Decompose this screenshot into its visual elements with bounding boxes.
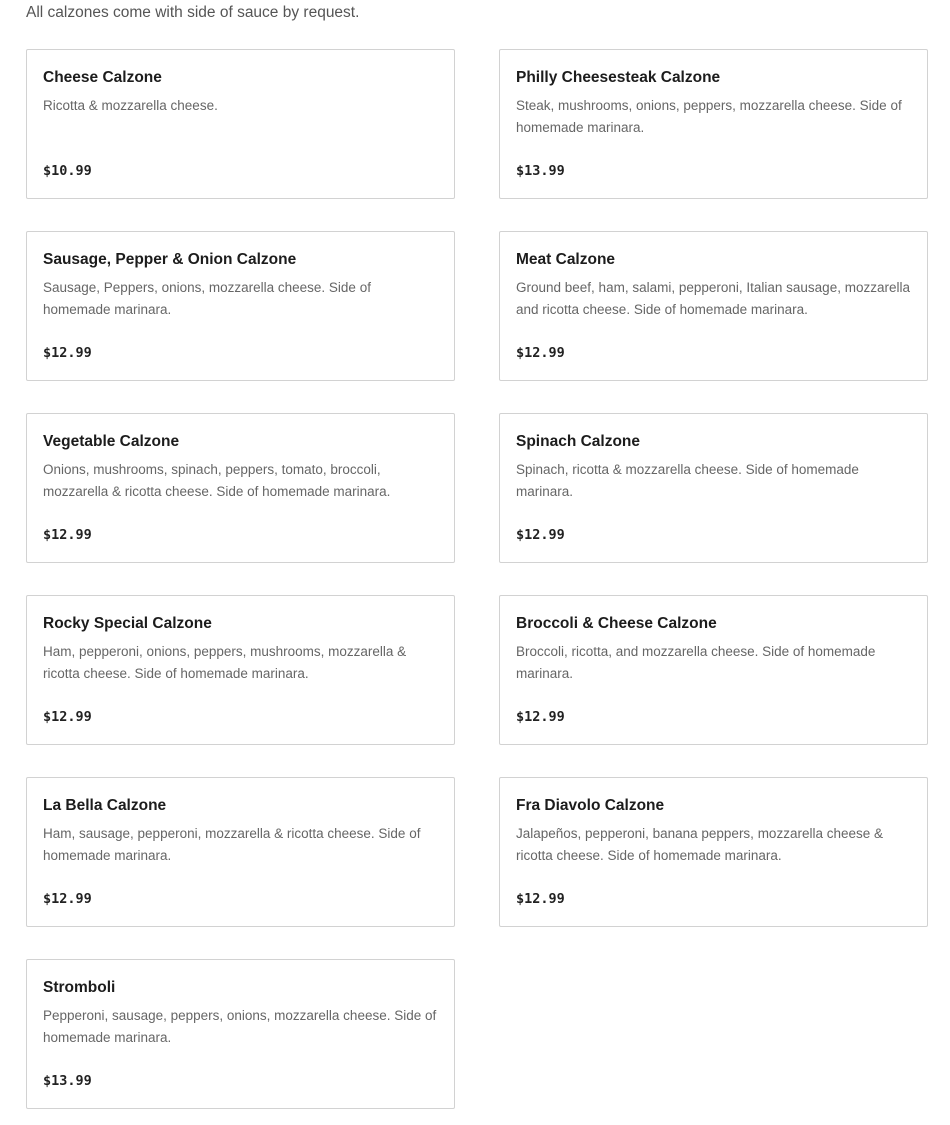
menu-item-description: Pepperoni, sausage, peppers, onions, mozzarella cheese. Side of homemade marinara.: [43, 1008, 437, 1045]
menu-item-price: $12.99: [43, 345, 92, 361]
menu-item-card[interactable]: [499, 595, 928, 745]
menu-item-name: Rocky Special Calzone: [43, 615, 212, 632]
menu-item-description: Jalapeños, pepperoni, banana peppers, mozzarella cheese & ricotta cheese. Side of homemade marinara.: [516, 826, 883, 863]
menu-item-name: Philly Cheesesteak Calzone: [516, 69, 721, 86]
menu-item-name: Broccoli & Cheese Calzone: [516, 615, 717, 632]
menu-item-price: $10.99: [43, 163, 92, 179]
menu-item-price: $12.99: [516, 891, 565, 907]
menu-item-name: Stromboli: [43, 979, 116, 996]
menu-item-description: Sausage, Peppers, onions, mozzarella cheese. Side of homemade marinara.: [43, 280, 371, 317]
menu-item-card[interactable]: [499, 231, 928, 381]
menu-item-description: Ricotta & mozzarella cheese.: [43, 98, 218, 113]
menu-item-description: Steak, mushrooms, onions, peppers, mozzarella cheese. Side of homemade marinara.: [516, 98, 902, 135]
menu-item-price: $12.99: [516, 527, 565, 543]
menu-item-price: $13.99: [516, 163, 565, 179]
menu-item-price: $12.99: [43, 527, 92, 543]
menu-item-name: Spinach Calzone: [516, 433, 641, 450]
menu-item-name: Cheese Calzone: [43, 69, 162, 86]
menu-item-name: Vegetable Calzone: [43, 433, 180, 450]
menu-item-price: $13.99: [43, 1073, 92, 1089]
menu-item-name: Fra Diavolo Calzone: [516, 797, 665, 814]
menu-item-description: Ham, pepperoni, onions, peppers, mushrooms, mozzarella & ricotta cheese. Side of homemade marinara.: [43, 644, 407, 681]
menu-item-name: Sausage, Pepper & Onion Calzone: [43, 251, 297, 268]
menu-item-card[interactable]: [26, 231, 455, 381]
menu-item-description: Onions, mushrooms, spinach, peppers, tomato, broccoli, mozzarella & ricotta cheese. Side of homemade marinara.: [43, 462, 391, 499]
menu-item-price: $12.99: [43, 709, 92, 725]
menu-item-price: $12.99: [516, 345, 565, 361]
menu-item-price: $12.99: [43, 891, 92, 907]
section-intro: All calzones come with side of sauce by request.: [26, 4, 360, 21]
menu-item-card[interactable]: [26, 777, 455, 927]
menu-item-card[interactable]: [26, 595, 455, 745]
menu-item-description: Broccoli, ricotta, and mozzarella cheese. Side of homemade marinara.: [516, 644, 876, 681]
menu-item-price: $12.99: [516, 709, 565, 725]
menu-item-description: Ham, sausage, pepperoni, mozzarella & ricotta cheese. Side of homemade marinara.: [43, 826, 421, 863]
menu-item-card[interactable]: [499, 413, 928, 563]
menu-item-name: Meat Calzone: [516, 251, 616, 268]
menu-item-card[interactable]: [499, 777, 928, 927]
menu-item-card[interactable]: [499, 49, 928, 199]
menu-item-card[interactable]: [26, 49, 455, 199]
menu-item-description: Ground beef, ham, salami, pepperoni, Italian sausage, mozzarella and ricotta cheese. Side of homemade marinara.: [516, 280, 910, 317]
menu-item-description: Spinach, ricotta & mozzarella cheese. Side of homemade marinara.: [516, 462, 859, 499]
menu-item-card[interactable]: [26, 413, 455, 563]
menu-item-card[interactable]: [26, 959, 455, 1109]
menu-items-grid: [26, 49, 928, 1109]
menu-item-name: La Bella Calzone: [43, 797, 167, 814]
